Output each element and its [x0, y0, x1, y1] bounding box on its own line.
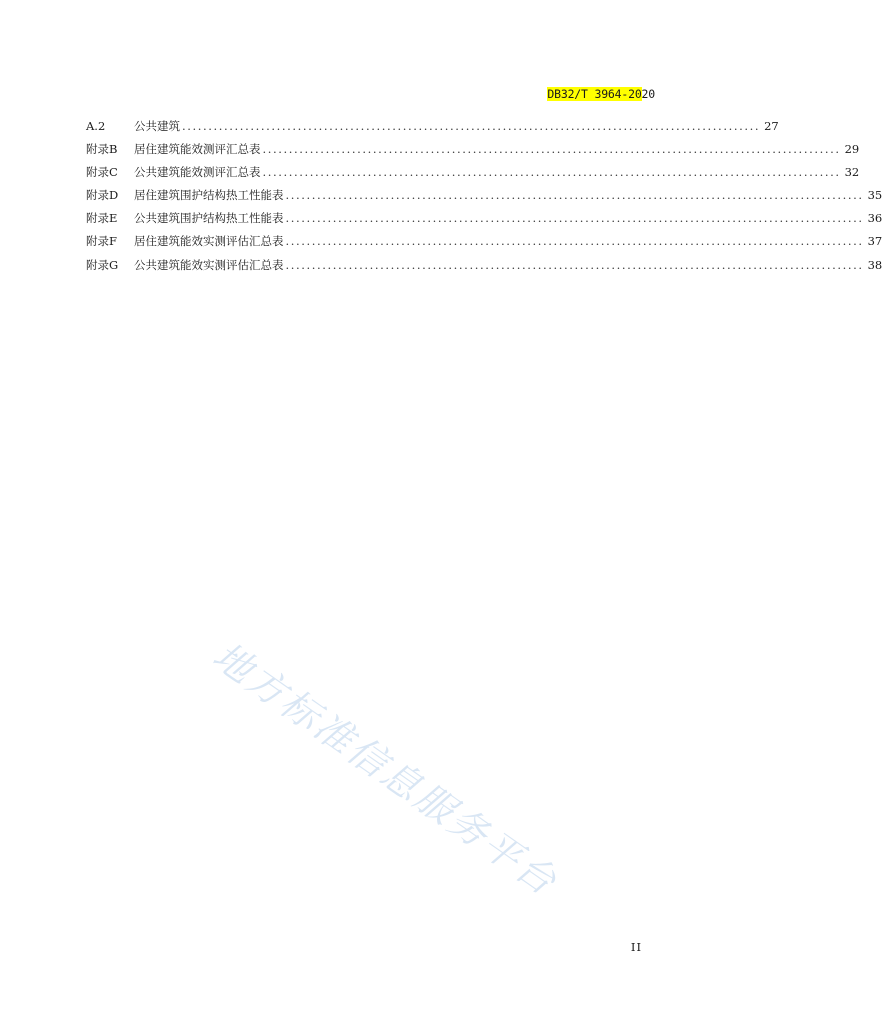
toc-dot-leader: .............................................................................................................. [285, 188, 864, 203]
toc-entry-appendix-g[interactable] [86, 257, 882, 280]
toc-entry-title: 公共建筑能效实测评估汇总表 [134, 257, 284, 272]
toc-entry-page: 29 [844, 142, 860, 157]
toc-entry-number: A.2 [86, 119, 106, 133]
table-of-contents [86, 118, 882, 280]
toc-entry-title: 居住建筑能效测评汇总表 [134, 142, 261, 157]
toc-entry-title: 居住建筑能效实测评估汇总表 [134, 234, 284, 249]
toc-dot-leader: .............................................................................................................. [262, 165, 841, 180]
document-code-highlighted: DB32/T 3964-20 [547, 87, 642, 101]
toc-entry-appendix-e[interactable] [86, 210, 882, 233]
toc-entry-number: 附录F [86, 234, 117, 249]
toc-entry-page: 32 [844, 165, 860, 180]
toc-entry-appendix-f[interactable] [86, 233, 882, 256]
toc-entry-appendix-b[interactable] [86, 141, 860, 164]
toc-entry-page: 37 [867, 234, 882, 249]
document-code-rest: 20 [641, 87, 655, 101]
toc-entry-title: 公共建筑 [134, 119, 180, 133]
toc-dot-leader: .............................................................................................................. [285, 234, 864, 249]
toc-entry-appendix-d[interactable] [86, 187, 882, 210]
toc-entry-appendix-c[interactable] [86, 164, 860, 187]
toc-entry-number: 附录C [86, 165, 118, 180]
toc-entry-title: 居住建筑围护结构热工性能表 [134, 188, 284, 203]
toc-entry-page: 38 [867, 257, 882, 272]
toc-dot-leader: .............................................................................................................. [262, 142, 841, 157]
toc-entry-page: 27 [764, 119, 779, 133]
watermark: 地方标准信息服务平台 [204, 633, 567, 905]
toc-entry-number: 附录G [86, 257, 119, 272]
toc-entry-number: 附录E [86, 211, 118, 226]
toc-entry-title: 公共建筑围护结构热工性能表 [134, 211, 284, 226]
page-number: II [630, 940, 642, 954]
toc-dot-leader: .............................................................................................................. [285, 257, 864, 272]
toc-entry-title: 公共建筑能效测评汇总表 [134, 165, 261, 180]
toc-entry-number: 附录B [86, 142, 118, 157]
document-code [547, 87, 655, 101]
toc-entry-page: 35 [867, 188, 882, 203]
toc-dot-leader: .............................................................................................................. [285, 211, 864, 226]
toc-dot-leader: .............................................................................................................. [182, 119, 761, 133]
toc-entry-a2[interactable] [86, 118, 779, 141]
toc-entry-page: 36 [867, 211, 882, 226]
toc-entry-number: 附录D [86, 188, 119, 203]
